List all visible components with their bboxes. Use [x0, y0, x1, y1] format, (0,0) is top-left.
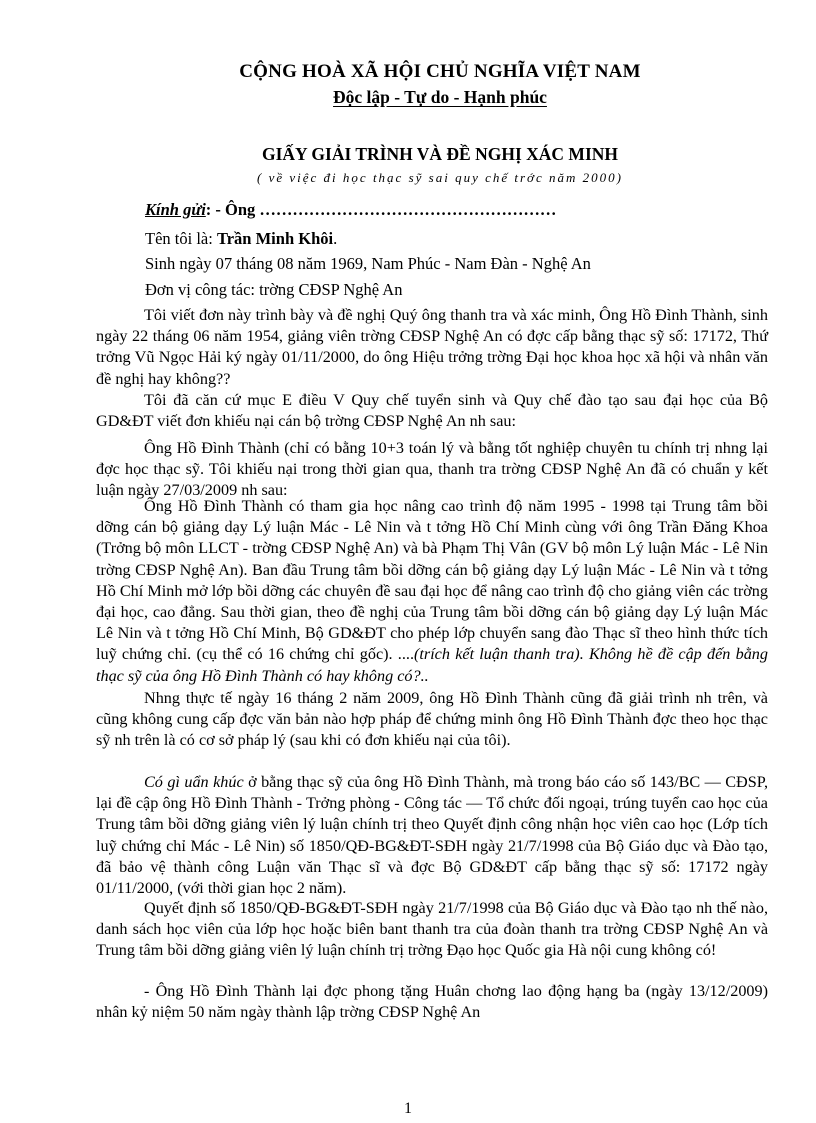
author-name: Trần Minh Khôi	[216, 229, 334, 248]
paragraph-4-quote: (trích kết luận thanh tra). Không hề đề cập đến bằng thạc sỹ của ông Hồ Đình Thành có hay không có?..	[96, 645, 768, 685]
addressee-line	[145, 200, 556, 220]
paragraph-6-text: ở bằng thạc sỹ của ông Hồ Đình Thành, mà trong báo cáo số 143/BC — CĐSP, lại đề cập ông Hồ Đình Thành - Trởng phòng - Công tác — Tổ chức đối ngoại, trúng tuyển cao học của Trung tâm bồi dỡng giảng viên lý luận chính trị theo Quyết định công nhận học viên cao học (Lớp tích luỹ chứng chỉ Mác - Lê Nin) số 1850/QĐ-BG&ĐT-SĐH ngày 21/7/1998 của Bộ Giáo dục và Đào tạo, đã bảo vệ thành công Luận văn Thạc sĩ và đợc Bộ GD&ĐT cấp bằng thạc sỹ số: 17172 ngày 01/11/2000, (với thời gian học 2 năm).	[96, 773, 768, 898]
document-title: GIẤY GIẢI TRÌNH VÀ ĐỀ NGHỊ XÁC MINH	[261, 144, 619, 164]
paragraph-5: Nhng thực tế ngày 16 tháng 2 năm 2009, ông Hồ Đình Thành cũng đã giải trình nh trên, và cũng không cung cấp đợc văn bản nào hợp pháp để chứng minh ông Hồ Đình Thành đợc theo học thạc sỹ nh trên là có cơ sở pháp lý (sau khi có đơn khiếu nại của tôi).	[96, 689, 768, 750]
paragraph-7: Quyết định số 1850/QĐ-BG&ĐT-SĐH ngày 21/7/1998 của Bộ Giáo dục và Đào tạo nh thế nào, danh sách học viên của lớp học hoặc biên bant thanh tra của đoàn thanh tra trờng CĐSP Nghệ An và Trung tâm bồi dỡng giảng viên lý luận chính trị trờng Đạo học Quốc gia Hà nội cung không có!	[96, 899, 768, 960]
paragraph-4	[96, 496, 768, 687]
addressee-label: Kính gửi	[145, 200, 206, 219]
national-motto	[140, 87, 740, 108]
page-number: 1	[404, 1100, 412, 1117]
paragraph-8: - Ông Hồ Đình Thành lại đợc phong tặng Huân chơng lao động hạng ba (ngày 13/12/2009) nhân kỷ niệm 50 năm ngày thành lập trờng CĐSP Nghệ An	[96, 982, 768, 1022]
paragraph-1: Tôi viết đơn này trình bày và đề nghị Quý ông thanh tra và xác minh, Ông Hồ Đình Thành, sinh ngày 22 tháng 06 năm 1954, giảng viên trờng CĐSP Nghệ An có đợc cấp bằng thạc sỹ số: 17172, Thứ trởng Vũ Ngọc Hải ký ngày 01/11/2000, do ông Hiệu trởng trờng Đại học khoa học xã hội và nhân văn đề nghị hay không??	[96, 306, 768, 388]
paragraph-4-text: Ông Hồ Đình Thành có tham gia học nâng cao trình độ năm 1995 - 1998 tại Trung tâm bồi dỡng cán bộ giảng dạy Lý luận Mác - Lê Nin và t tởng Hồ Chí Minh cùng với ông Trần Đăng Khoa (Trởng bộ môn LLCT - trờng CĐSP Nghệ An) và bà Phạm Thị Vân (GV bộ môn Lý luận Mác - Lê Nin trờng CĐSP Nghệ An). Ban đầu Trung tâm bồi dỡng cán bộ giảng dạy Lý luận Mác - Lê Nin và t tởng Hồ Chí Minh mở lớp bồi dỡng các chuyên đề sau đại học để nâng cao trình độ cho giảng viên các trờng đại học, cao đẳng. Sau thời gian, theo đề nghị của Trung tâm bồi dỡng cán bộ giảng dạy Lý luận Mác Lê Nin và t tởng Hồ Chí Minh, Bộ GD&ĐT cho phép lớp chuyển sang đào Thạc sĩ theo hình thức tích luỹ chứng chỉ. (cụ thể có 16 chứng chỉ gốc). ....	[96, 497, 768, 664]
national-title: CỘNG HOÀ XÃ HỘI CHỦ NGHĨA VIỆT NAM	[239, 61, 641, 82]
addressee-text: : - Ông ………………………………………………	[205, 200, 557, 219]
paragraph-2: Tôi đã căn cứ mục E điều V Quy chế tuyển sinh và Quy chế đào tạo sau đại học của Bộ GD&ĐT viết đơn khiếu nại cán bộ trờng CĐSP Nghệ An nh sau:	[96, 391, 768, 431]
unit-line: Đơn vị công tác: trờng CĐSP Nghệ An	[145, 280, 403, 299]
name-line	[145, 229, 337, 249]
name-end: .	[333, 229, 338, 248]
paragraph-6-lead: Có gì uẩn khúc	[144, 773, 244, 791]
paragraph-6	[96, 772, 768, 899]
motto-text: Độc lập - Tự do - Hạnh phúc	[333, 87, 547, 107]
paragraph-3: Ông Hồ Đình Thành (chỉ có bằng 10+3 toán lý và bằng tốt nghiệp chuyên tu chính trị nhng lại đợc học thạc sỹ. Tôi khiếu nại trong thời gian qua, thanh tra trờng CĐSP Nghệ An đã có chuẩn y kết luận ngày 27/03/2009 nh sau:	[96, 439, 768, 500]
document-subtitle: ( về việc đi học thạc sỹ sai quy chế trớc năm 2000)	[257, 170, 623, 185]
birth-line: Sinh ngày 07 tháng 08 năm 1969, Nam Phúc - Nam Đàn - Nghệ An	[145, 254, 591, 273]
name-label: Tên tôi là:	[145, 229, 217, 248]
